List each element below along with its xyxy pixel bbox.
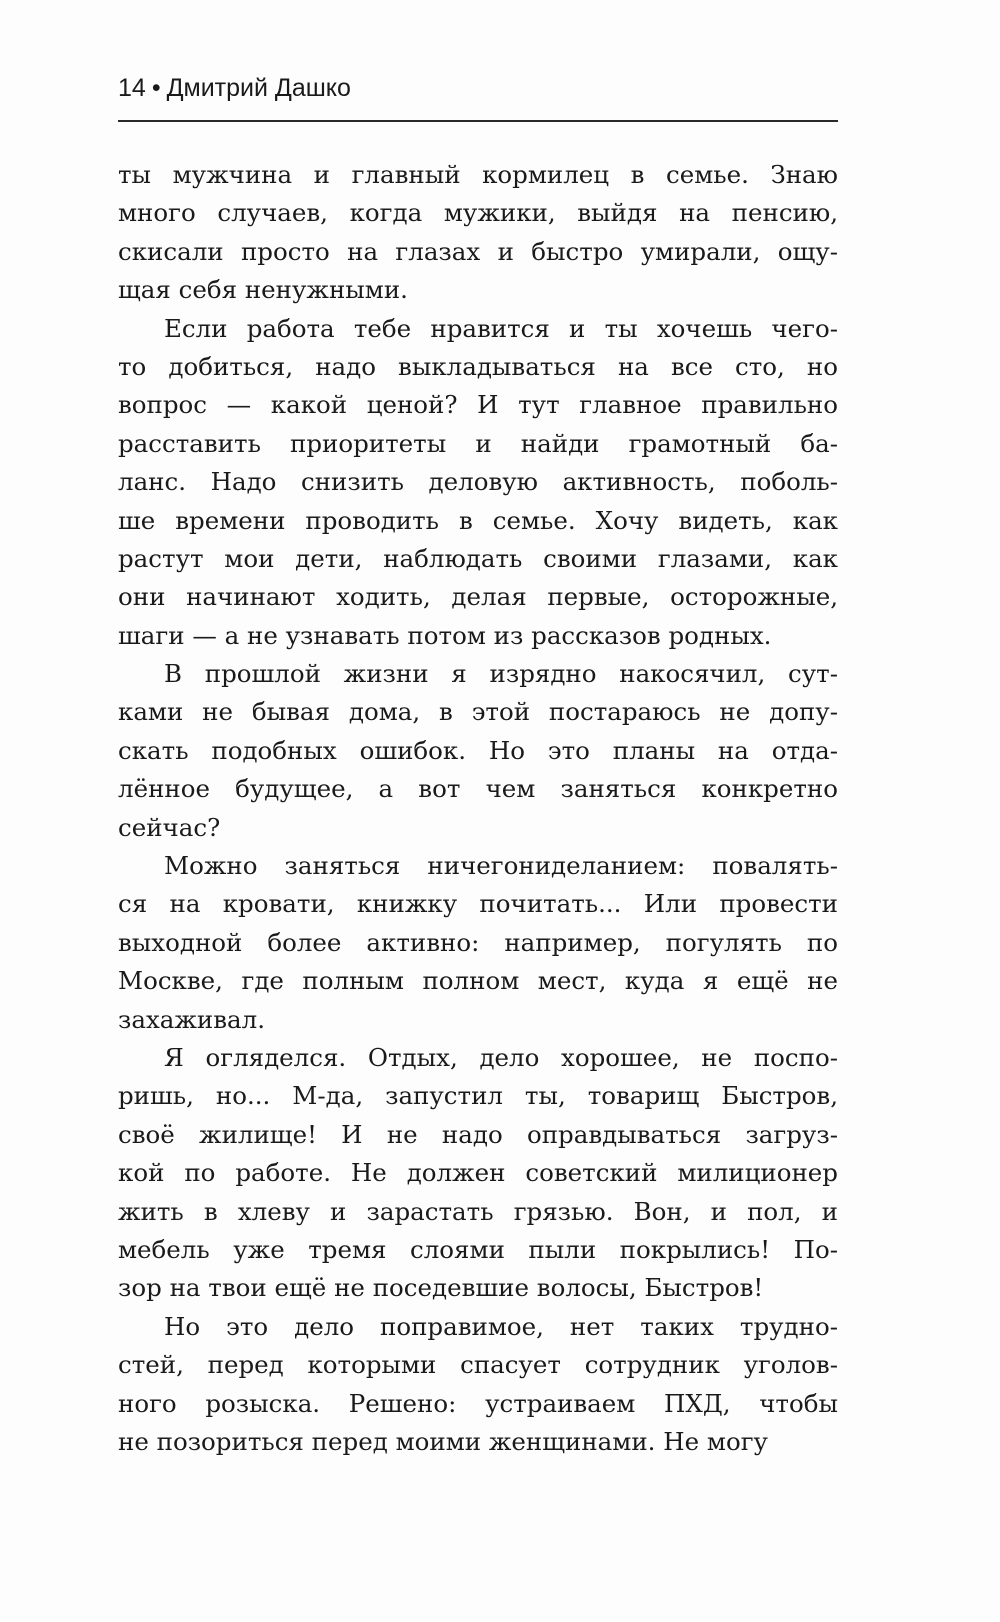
paragraph bbox=[118, 156, 838, 310]
text-line: шаги — а не узнавать потом из рассказов родных. bbox=[118, 620, 772, 650]
paragraph bbox=[118, 1039, 838, 1308]
text-line: Можно заняться ничегониделанием: повалять- bbox=[164, 851, 838, 881]
page-number: 14 bbox=[118, 74, 146, 102]
text-line: Я огляделся. Отдых, дело хорошее, не поспо- bbox=[164, 1042, 838, 1072]
text-line: Москве, где полным полном мест, куда я ещё не bbox=[118, 966, 838, 996]
text-line: лённое будущее, а вот чем заняться конкретно bbox=[118, 774, 838, 804]
body-text bbox=[118, 156, 838, 1461]
text-line: жить в хлеву и зарастать грязью. Вон, и пол, и bbox=[118, 1196, 838, 1226]
paragraph bbox=[118, 1308, 838, 1462]
text-line: В прошлой жизни я изрядно накосячил, сут- bbox=[164, 659, 838, 689]
text-line: ного розыска. Решено: устраиваем ПХД, чтобы bbox=[118, 1388, 838, 1418]
text-line: щая себя ненужными. bbox=[118, 275, 408, 305]
text-line: выходной более активно: например, погулять по bbox=[118, 927, 838, 957]
text-line: мебель уже тремя слоями пыли покрылись! По- bbox=[118, 1234, 838, 1264]
text-line: ришь, но... М-да, запустил ты, товарищ Быстров, bbox=[118, 1081, 838, 1111]
running-head bbox=[118, 72, 351, 104]
header-bullet: • bbox=[151, 74, 161, 102]
text-line: кой по работе. Не должен советский милиционер bbox=[118, 1158, 838, 1188]
text-line: своё жилище! И не надо оправдываться загруз- bbox=[118, 1119, 838, 1149]
text-line: ся на кровати, книжку почитать... Или провести bbox=[118, 889, 838, 919]
header-rule bbox=[118, 120, 838, 122]
text-line: не позориться перед моими женщинами. Не могу bbox=[118, 1426, 768, 1456]
text-line: скать подобных ошибок. Но это планы на отда- bbox=[118, 735, 838, 765]
text-line: Но это дело поправимое, нет таких трудно- bbox=[164, 1311, 838, 1341]
text-line: вопрос — какой ценой? И тут главное правильно bbox=[118, 390, 838, 420]
text-line: захаживал. bbox=[118, 1004, 266, 1034]
text-line: сейчас? bbox=[118, 812, 221, 842]
text-line: растут мои дети, наблюдать своими глазами, как bbox=[118, 543, 838, 573]
text-line: Если работа тебе нравится и ты хочешь чего- bbox=[164, 313, 838, 343]
paragraph bbox=[118, 310, 838, 656]
text-line: много случаев, когда мужики, выйдя на пенсию, bbox=[118, 198, 838, 228]
text-line: то добиться, надо выкладываться на все сто, но bbox=[118, 351, 838, 381]
text-line: ше времени проводить в семье. Хочу видеть, как bbox=[118, 505, 838, 535]
author-name: Дмитрий Дашко bbox=[166, 74, 351, 102]
text-line: зор на твои ещё не поседевшие волосы, Быстров! bbox=[118, 1273, 764, 1303]
paragraph bbox=[118, 655, 838, 847]
text-line: стей, перед которыми спасует сотрудник уголов- bbox=[118, 1350, 838, 1380]
text-line: скисали просто на глазах и быстро умирали, ощу- bbox=[118, 236, 838, 266]
text-line: ты мужчина и главный кормилец в семье. Знаю bbox=[118, 160, 838, 189]
text-line: ланс. Надо снизить деловую активность, поболь- bbox=[118, 467, 838, 497]
text-line: ками не бывая дома, в этой постараюсь не допу- bbox=[118, 697, 838, 727]
text-line: расставить приоритеты и найди грамотный ба- bbox=[118, 428, 838, 458]
paragraph bbox=[118, 847, 838, 1039]
text-line: они начинают ходить, делая первые, осторожные, bbox=[118, 582, 838, 612]
